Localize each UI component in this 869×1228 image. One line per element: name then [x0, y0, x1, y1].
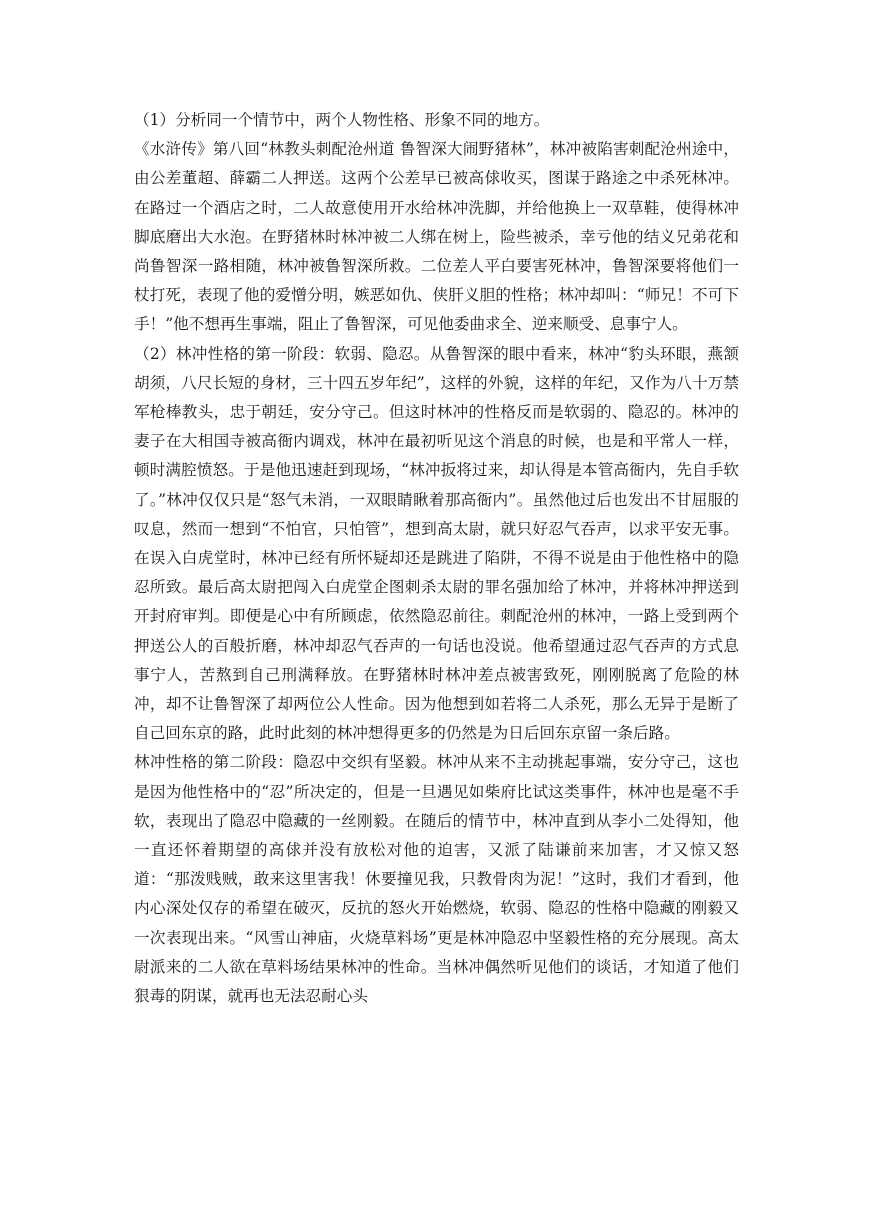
- paragraph-answer-1: 《水浒传》第八回“林教头刺配沧州道 鲁智深大闹野猪林”，林冲被陷害刺配沧州途中，由公差董超、薛霸二人押送。这两个公差早已被高俅收买，图谋于路途之中杀死林冲。在路过一个酒店之时，二人故意使用开水给林冲洗脚，并给他换上一双草鞋，使得林冲脚底磨出大水泡。在野猪林时林冲被二人绑在树上，险些被杀，幸亏他的结义兄弟花和尚鲁智深一路相随，林冲被鲁智深所救。二位差人平白要害死林冲，鲁智深要将他们一杖打死，表现了他的爱憎分明，嫉恶如仇、侠肝义胆的性格；林冲却叫：“师兄！不可下手！”他不想再生事端，阻止了鲁智深，可见他委曲求全、逆来顺受、息事宁人。: [134, 140, 739, 334]
- document-body: [134, 106, 739, 1011]
- paragraph-question-1: （1）分析同一个情节中，两个人物性格、形象不同的地方。: [134, 111, 550, 129]
- paragraph-stage-2: 林冲性格的第二阶段：隐忍中交织有坚毅。林冲从来不主动挑起事端，安分守己，这也是因为他性格中的“忍”所决定的，但是一旦遇见如柴府比试这类事件，林冲也是毫不手软，表现出了隐忍中隐藏的一丝刚毅。在随后的情节中，林冲直到从李小二处得知，他一直还怀着期望的高俅并没有放松对他的迫害，又派了陆谦前来加害，才又惊又怒道：“那泼贱贼，敢来这里害我！休要撞见我，只教骨肉为泥！”这时，我们才看到，他内心深处仅存的希望在破灭，反抗的怒火开始燃烧，软弱、隐忍的性格中隐藏的刚毅又一次表现出来。“风雪山神庙，火烧草料场”更是林冲隐忍中坚毅性格的充分展现。高太尉派来的二人欲在草料场结果林冲的性命。当林冲偶然听见他们的谈话，才知道了他们狠毒的阴谋，就再也无法忍耐心头: [134, 753, 739, 1006]
- paragraph-question-2-stage-1: （2）林冲性格的第一阶段：软弱、隐忍。从鲁智深的眼中看来，林冲“豹头环眼，燕颔胡须，八尺长短的身材，三十四五岁年纪”，这样的外貌，这样的年纪，又作为八十万禁军枪棒教头，忠于朝廷，安分守己。但这时林冲的性格反而是软弱的、隐忍的。林冲的妻子在大相国寺被高衙内调戏，林冲在最初听见这个消息的时候，也是和平常人一样，顿时满腔愤怒。于是他迅速赶到现场，“林冲扳将过来，却认得是本管高衙内，先自手软了。”林冲仅仅只是“怒气未消，一双眼睛瞅着那高衙内”。虽然他过后也发出不甘屈服的叹息，然而一想到“不怕官，只怕管”，想到高太尉，就只好忍气吞声，以求平安无事。在误入白虎堂时，林冲已经有所怀疑却还是跳进了陷阱，不得不说是由于他性格中的隐忍所致。最后高太尉把闯入白虎堂企图刺杀太尉的罪名强加给了林冲，并将林冲押送到开封府审判。即便是心中有所顾虑，依然隐忍前往。刺配沧州的林冲，一路上受到两个押送公人的百般折磨，林冲却忍气吞声的一句话也没说。他希望通过忍气吞声的方式息事宁人，苦熬到自己刑满释放。在野猪林时林冲差点被害致死，刚刚脱离了危险的林冲，却不让鲁智深了却两位公人性命。因为他想到如若将二人杀死，那么无异于是断了自己回东京的路，此时此刻的林冲想得更多的仍然是为日后回东京留一条后路。: [134, 344, 739, 743]
